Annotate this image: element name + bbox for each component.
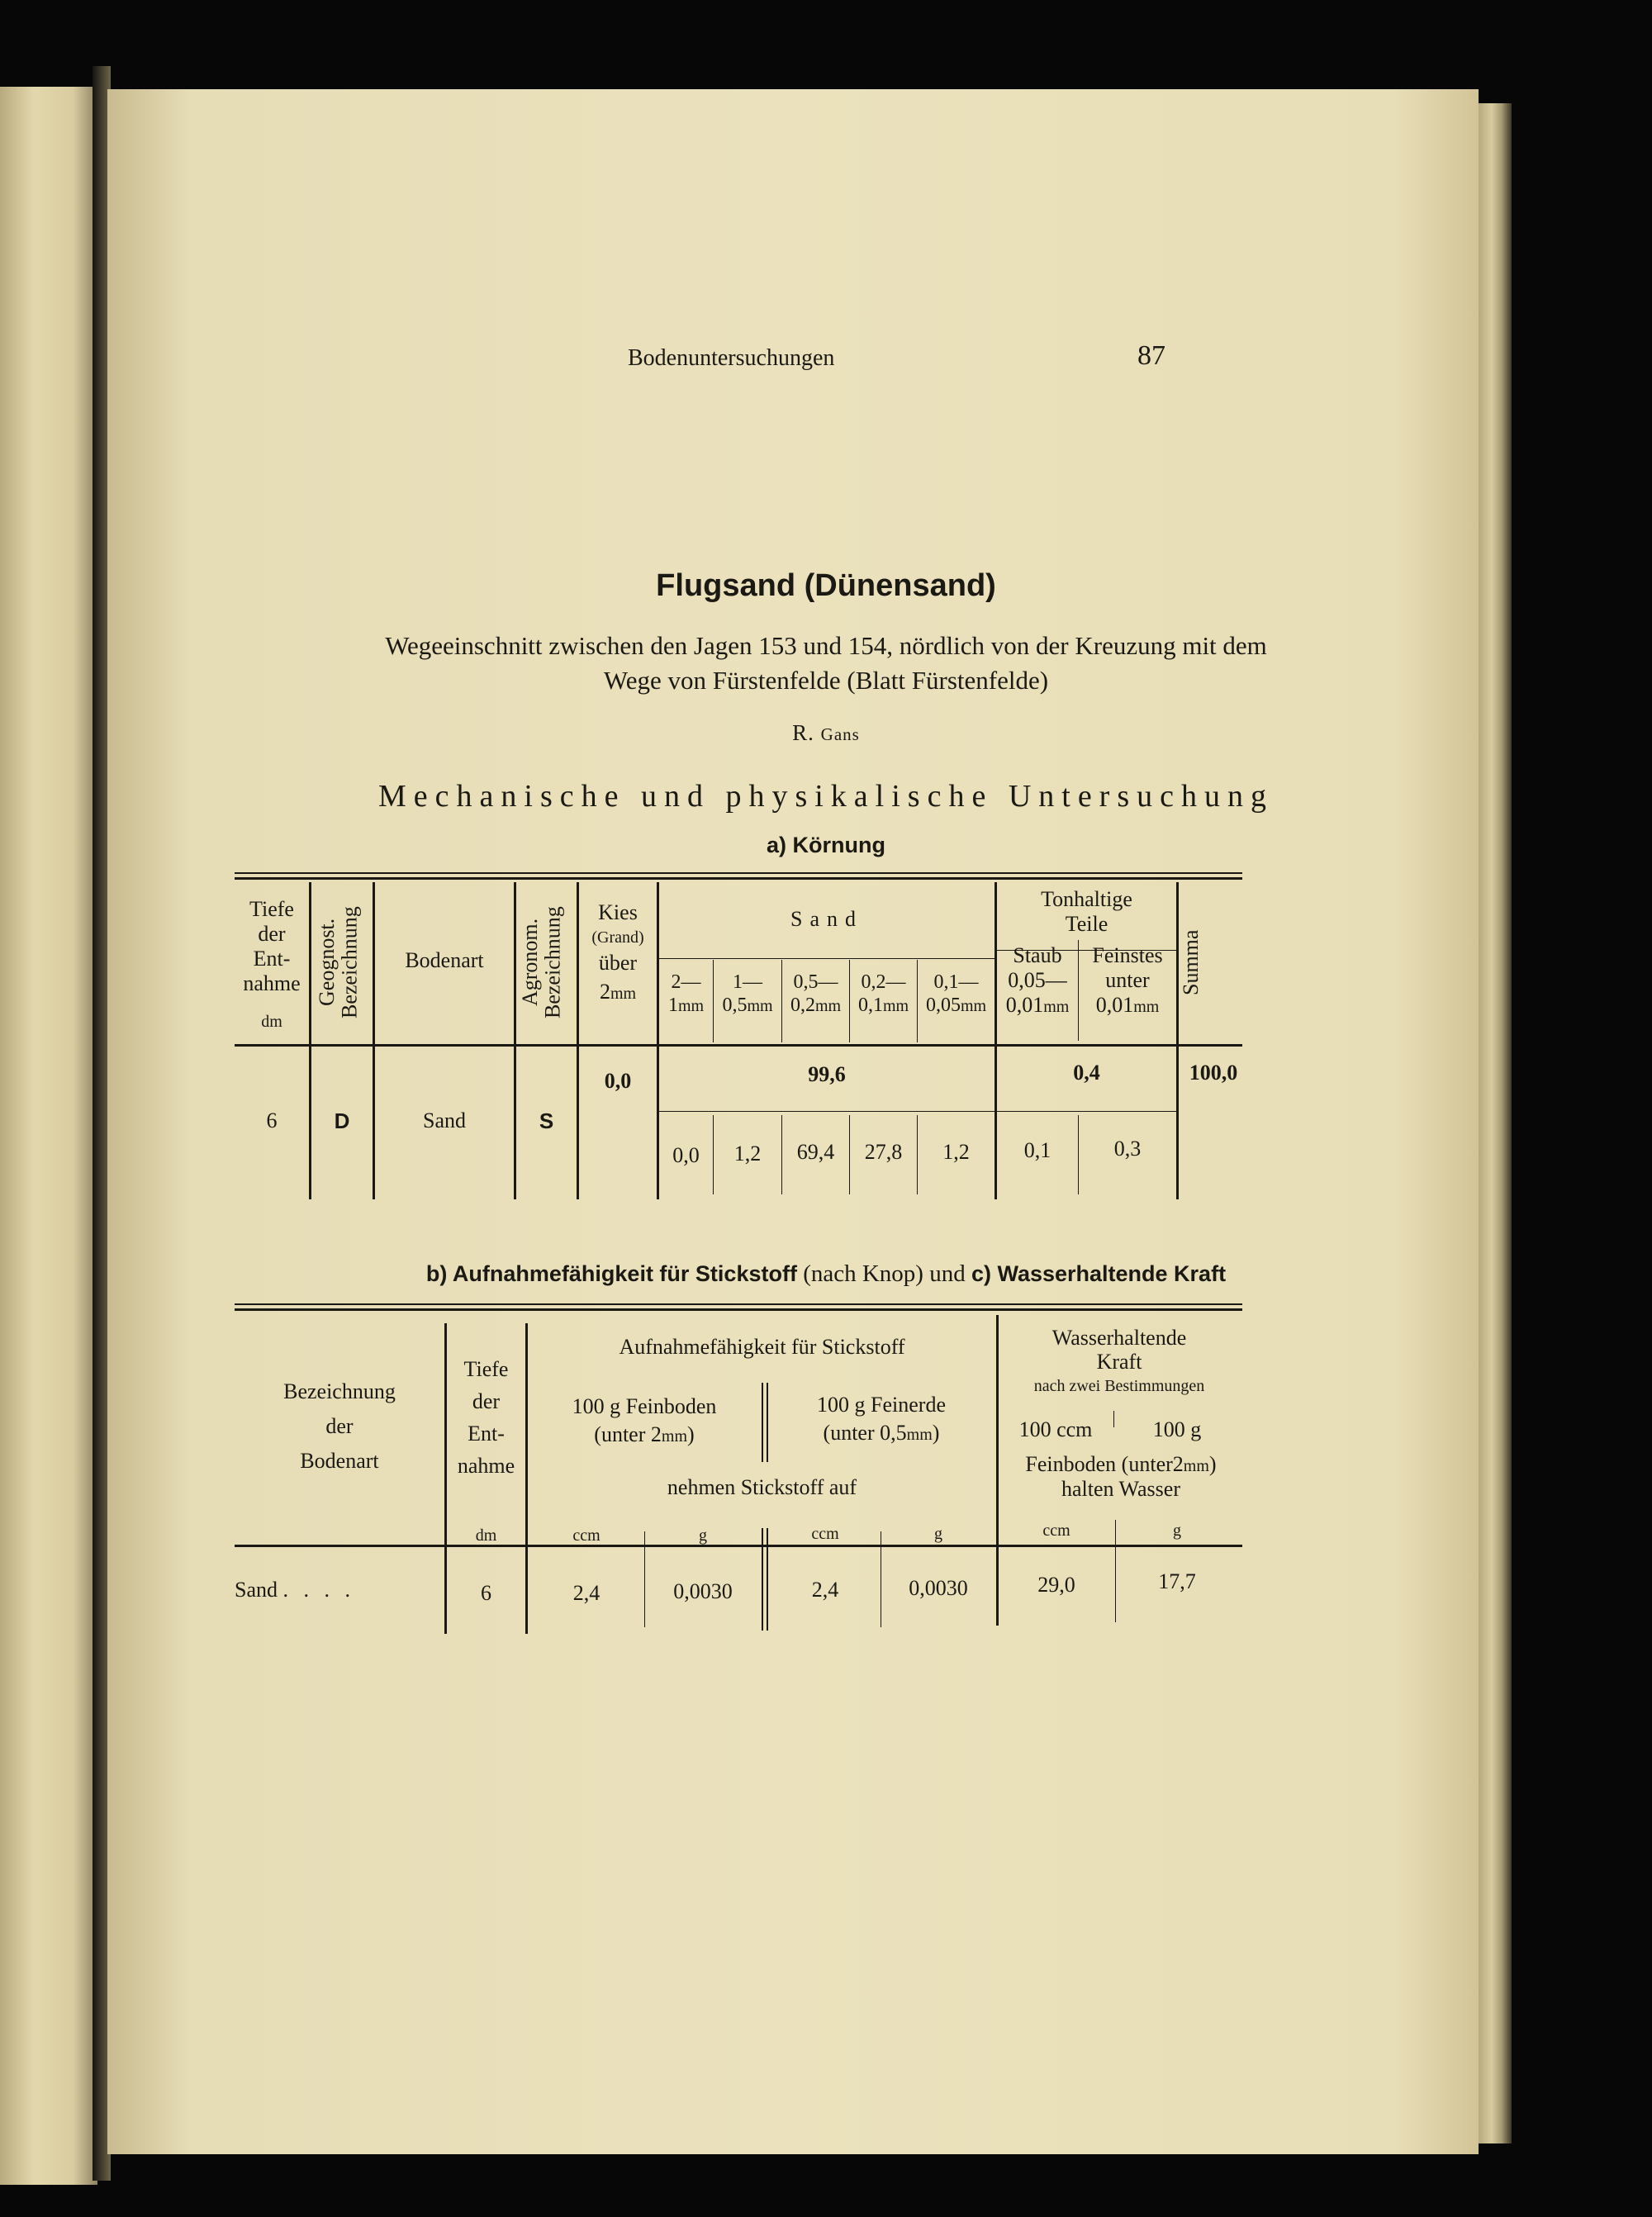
header-sand-col-unit: mm <box>960 996 987 1015</box>
header-staub-line1: Staub <box>1013 943 1062 967</box>
header-wasser-g: 100 g <box>1152 1417 1202 1441</box>
rule <box>373 882 375 1199</box>
subsection-bc-title <box>0 1260 1652 1288</box>
header-geognost-line1: Geognost. <box>315 918 339 1007</box>
cell-tiefe: 6 <box>266 1108 278 1132</box>
header-agronom-line2: Bezeichnung <box>540 906 565 1018</box>
header-sand-col <box>850 971 917 1018</box>
header-feinerde-close: ) <box>932 1420 940 1445</box>
header-feinboden-close: ) <box>687 1422 695 1446</box>
cell-kies: 0,0 <box>604 1069 632 1093</box>
cell-bodenart-b-label: Sand <box>235 1578 278 1602</box>
header-sand-col <box>659 971 713 1018</box>
header-feinboden-line1: 100 g Feinboden <box>572 1394 717 1418</box>
rule <box>762 1528 763 1631</box>
header-wasser-line3: nach zwei Bestimmungen <box>1033 1377 1205 1396</box>
header-kies-line3: über <box>598 951 638 976</box>
header-wasser-unit: g <box>1173 1522 1181 1540</box>
header-feinstes-unit: mm <box>1133 998 1160 1017</box>
header-staub-unit: mm <box>1043 998 1070 1017</box>
header-kies <box>579 900 657 1004</box>
header-tonhaltige-line1: Tonhaltige <box>1041 887 1132 911</box>
header-staub <box>997 943 1078 1018</box>
header-staub-line3: 0,01 <box>1005 993 1044 1018</box>
header-unit: g <box>934 1525 942 1543</box>
cell-bodenart-b <box>235 1578 444 1602</box>
rule <box>767 1383 768 1462</box>
header-tiefe-b <box>447 1353 525 1482</box>
cell-feinstes: 0,3 <box>1113 1137 1142 1161</box>
cell-sand-value: 0,0 <box>672 1143 700 1167</box>
header-wasser-line2: Kraft <box>1096 1349 1142 1374</box>
header-sand-col-unit: mm <box>882 996 909 1015</box>
header-unit: g <box>699 1526 707 1545</box>
header-sand-col-from: 0,5— <box>793 971 838 993</box>
header-sand-col <box>918 971 995 1018</box>
header-tiefe-b-unit: dm <box>475 1526 497 1545</box>
header-summa: Summa <box>1179 929 1203 995</box>
header-feinstes-line2: unter <box>1105 968 1150 993</box>
author-initial: R. <box>792 720 814 745</box>
header-sand-col <box>714 971 781 1018</box>
header-wasser <box>999 1327 1240 1400</box>
subsection-a-title: a) Körnung <box>767 833 885 857</box>
header-tiefe-line: der <box>472 1389 501 1413</box>
header-feinboden-unit: mm <box>661 1427 688 1446</box>
header-sand-col-to: 0,2 <box>790 994 815 1016</box>
header-sand-col-from: 0,1— <box>933 971 979 993</box>
cell-tiefe-b: 6 <box>481 1581 491 1605</box>
header-bezeichnung <box>235 1374 444 1479</box>
cell-stickstoff-value: 0,0030 <box>909 1576 968 1600</box>
header-wasser-line5: Feinboden (unter2 <box>1025 1452 1184 1476</box>
header-bezeichnung-line2: der <box>325 1414 354 1439</box>
header-tiefe-line: Ent- <box>253 947 291 971</box>
header-tiefe-line: der <box>258 922 286 947</box>
header-tiefe-line: nahme <box>243 971 301 996</box>
header-tiefe-line: Tiefe <box>463 1357 509 1381</box>
cell-stickstoff-value: 2,4 <box>572 1581 601 1605</box>
header-bezeichnung-line3: Bodenart <box>300 1449 379 1474</box>
rule <box>235 1303 1242 1305</box>
cell-staub: 0,1 <box>1023 1138 1051 1162</box>
subsection-b-connector: (nach Knop) und <box>796 1260 971 1287</box>
rule <box>309 882 311 1199</box>
cell-sand-total: 99,6 <box>808 1062 846 1086</box>
section-title: Mechanische und physikalische Untersuchung <box>378 779 1274 814</box>
header-sand-col-from: 0,2— <box>861 971 906 993</box>
page-number: 87 <box>1137 340 1165 371</box>
header-kies-line4: 2 <box>599 979 610 1004</box>
header-tonhaltige <box>997 887 1176 937</box>
cell-geognost: D <box>334 1108 350 1133</box>
header-sand-col-to: 0,05 <box>925 994 961 1016</box>
header-sand: Sand <box>790 907 863 931</box>
header-feinerde <box>770 1391 993 1447</box>
rule <box>657 1111 995 1112</box>
header-wasser-line6: halten Wasser <box>1061 1477 1180 1502</box>
rule <box>235 877 1242 880</box>
header-sand-col-from: 2— <box>671 971 701 993</box>
header-unit: ccm <box>811 1525 839 1543</box>
header-sand-col <box>782 971 849 1018</box>
header-bodenart: Bodenart <box>405 948 484 972</box>
cell-sand-value: 1,2 <box>733 1142 762 1165</box>
cell-bodenart-b-dots: . . . . <box>282 1578 355 1602</box>
header-agronom-line1: Agronom. <box>518 918 542 1007</box>
header-sand-col-unit: mm <box>677 996 705 1015</box>
header-tonhaltige-line2: Teile <box>1065 912 1108 937</box>
running-header-title: Bodenuntersuchungen <box>628 345 835 371</box>
header-aufnahme: Aufnahmefähigkeit für Stickstoff <box>619 1335 905 1359</box>
cell-summa: 100,0 <box>1189 1061 1238 1085</box>
header-sand-col-to: 0,1 <box>857 994 883 1016</box>
rule <box>235 872 1242 874</box>
header-feinboden <box>529 1393 760 1449</box>
cell-agronom: S <box>539 1108 554 1133</box>
header-wasser-bottom <box>999 1452 1243 1502</box>
header-feinstes-line3: 0,01 <box>1095 993 1134 1018</box>
header-kies-line2: (Grand) <box>591 928 644 947</box>
header-sand-col-unit: mm <box>814 996 842 1015</box>
header-agronom <box>519 884 573 1041</box>
header-kies-unit: mm <box>610 984 637 1003</box>
location-line-1: Wegeeinschnitt zwischen den Jagen 153 und 154, nördlich von der Kreuzung mit dem <box>385 631 1267 660</box>
header-wasser-unit: mm <box>1183 1457 1209 1475</box>
cell-stickstoff-value: 2,4 <box>811 1578 839 1602</box>
rule <box>1113 1411 1114 1427</box>
left-page-edge <box>0 87 97 2185</box>
rule <box>767 1528 768 1631</box>
cell-ton-total: 0,4 <box>1073 1061 1100 1085</box>
rule <box>762 1383 763 1462</box>
header-feinerde-line1: 100 g Feinerde <box>817 1393 946 1417</box>
header-tiefe-line: nahme <box>457 1454 515 1478</box>
subsection-b-title: b) Aufnahmefähigkeit für Stickstoff <box>425 1261 797 1286</box>
header-sand-col-to: 0,5 <box>722 994 748 1016</box>
document-title: Flugsand (Dünensand) <box>656 568 996 603</box>
rule <box>514 882 516 1199</box>
rule <box>235 1308 1242 1311</box>
location-line-2: Wege von Fürstenfelde (Blatt Fürstenfelde) <box>603 666 1049 695</box>
header-tiefe-line: Ent- <box>468 1422 505 1446</box>
header-staub-line2: 0,05— <box>1008 968 1067 993</box>
cell-sand-value: 1,2 <box>942 1140 970 1164</box>
cell-sand-value: 27,8 <box>864 1140 903 1164</box>
header-feinerde-unit: mm <box>906 1425 933 1444</box>
header-geognost <box>316 884 370 1041</box>
header-sand-col-to: 1 <box>667 994 678 1016</box>
header-wasser-close: ) <box>1208 1452 1217 1476</box>
header-bezeichnung-line1: Bezeichnung <box>283 1379 396 1403</box>
rule <box>235 1044 1242 1047</box>
cell-bodenart: Sand <box>423 1108 466 1132</box>
author <box>0 720 1652 746</box>
author-name: Gans <box>820 724 860 744</box>
cell-wasser-value: 29,0 <box>1037 1573 1075 1597</box>
header-feinstes <box>1079 943 1176 1018</box>
header-kies-line1: Kies <box>598 900 638 924</box>
header-wasser-line1: Wasserhaltende <box>1051 1326 1187 1350</box>
header-feinstes-line1: Feinstes <box>1092 943 1163 967</box>
header-nehmen: nehmen Stickstoff auf <box>667 1475 857 1499</box>
header-sand-col-unit: mm <box>747 996 773 1015</box>
header-tiefe-line: Tiefe <box>249 897 294 921</box>
header-tiefe-unit: dm <box>261 1013 282 1031</box>
header-wasser-ccm: 100 ccm <box>1018 1417 1093 1441</box>
page-stack-edge <box>1479 103 1512 2143</box>
cell-stickstoff-value: 0,0030 <box>673 1579 733 1603</box>
header-geognost-line2: Bezeichnung <box>337 906 362 1018</box>
subsection-c-title: c) Wasserhaltende Kraft <box>971 1261 1227 1286</box>
header-tiefe <box>235 897 309 997</box>
cell-sand-value: 69,4 <box>796 1140 835 1164</box>
cell-wasser-value: 17,7 <box>1158 1569 1196 1593</box>
header-feinerde-line2: (unter 0,5 <box>823 1420 907 1445</box>
header-sand-col-from: 1— <box>733 971 762 993</box>
header-feinboden-line2: (unter 2 <box>594 1422 662 1446</box>
rule <box>996 1111 1176 1112</box>
rule <box>657 958 995 959</box>
header-wasser-unit: ccm <box>1042 1522 1070 1540</box>
header-unit: ccm <box>572 1526 601 1545</box>
